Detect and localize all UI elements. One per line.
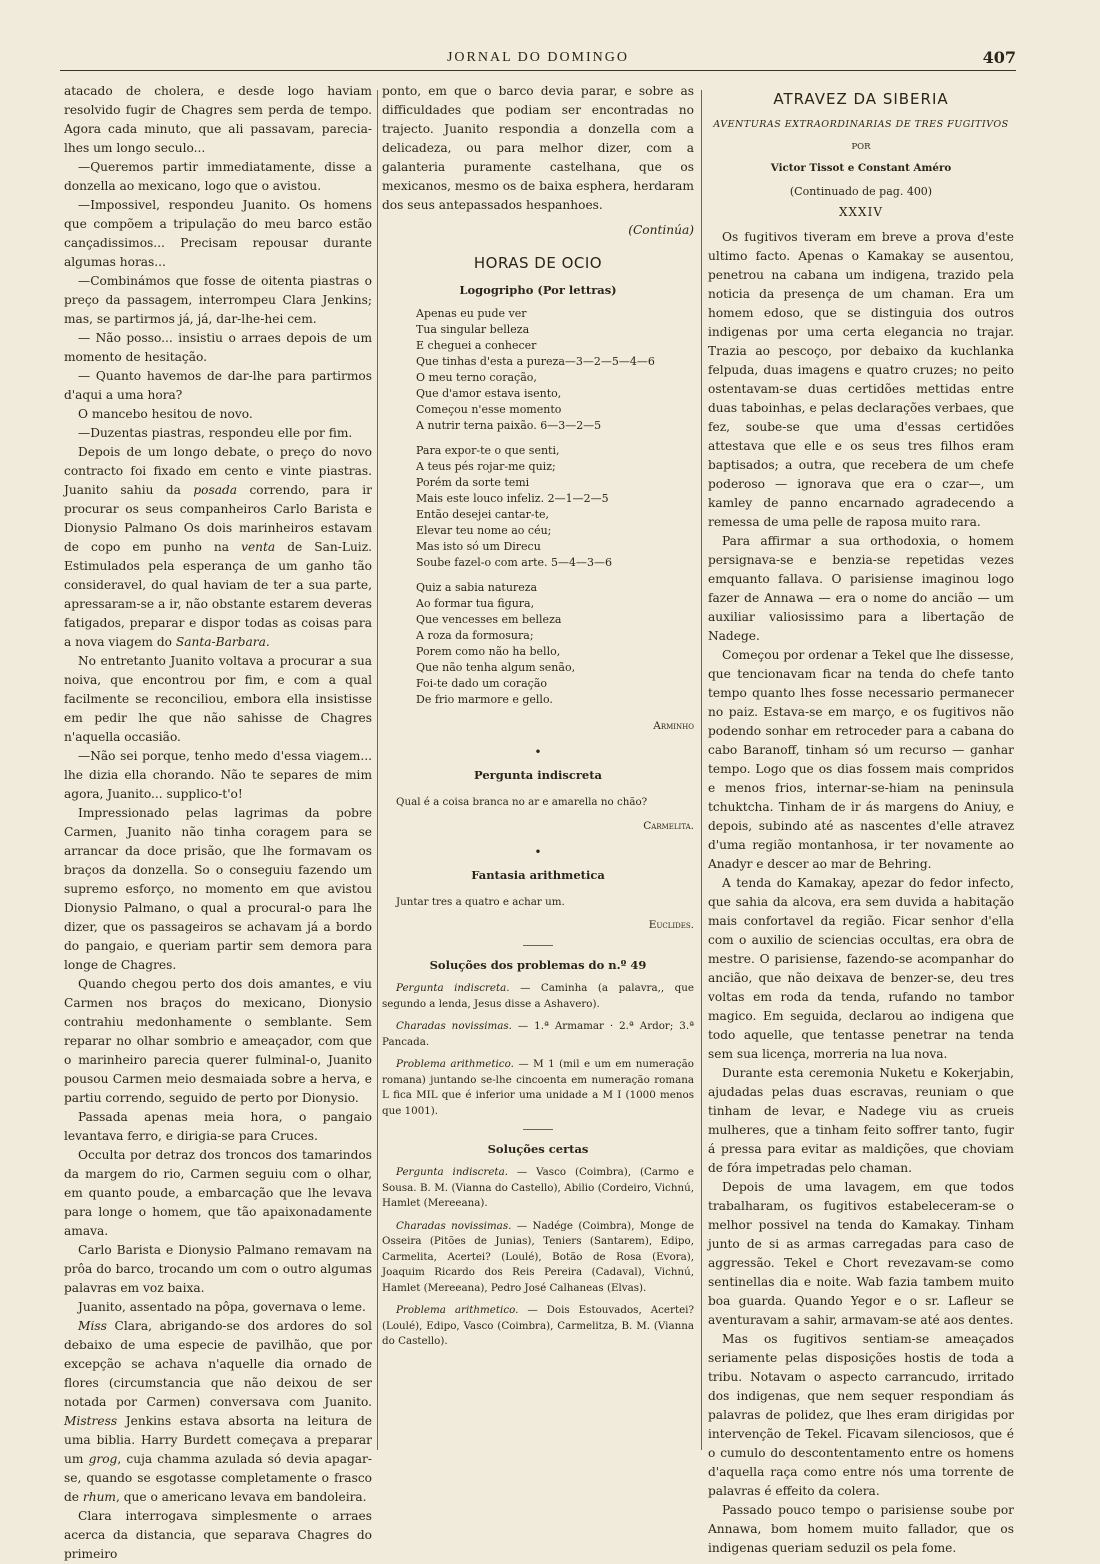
page-header <box>60 48 1016 71</box>
paragraph: —Combinámos que fosse de oitenta piastras o preço da passagem, interrompeu Clara Jenkins; mas, se partirmos já, já, dar-lhe-hei cem. <box>64 274 372 326</box>
solution-item <box>382 981 694 1012</box>
paragraph <box>64 1317 372 1507</box>
solution-item <box>382 1165 694 1212</box>
paragraph: Quando chegou perto dos dois amantes, e viu Carmen nos braços do mexicano, Dionysio contrahiu medonhamente o semblante. Sem reparar no olhar sombrio e ameaçador, com que o marinheiro parecia querer fulminal-o, Juanito pousou Carmen meio desmaiada sobre a herva, e partiu correndo, seguido de perto por Dionysio. <box>64 977 372 1105</box>
paragraph: No entretanto Juanito voltava a procurar a sua noiva, que encontrou por fim, e com a qual facilmente se reconciliou, embora ella insistisse em pedir lhe que não sahisse de Chagres n'aquella occasião. <box>64 654 372 744</box>
text-italic: grog <box>88 1452 118 1466</box>
paragraph: atacado de cholera, e desde logo haviam resolvido fugir de Chagres sem perda de tempo. Agora cada minuto, que ali passavam, parecia-lhes um longo seculo... <box>64 84 372 155</box>
poem-stanza <box>416 306 694 434</box>
text-run: — 1.ª Armamar · 2.ª Ardor; 3.ª Pancada. <box>382 1020 694 1048</box>
paragraph: Mas os fugitivos sentiam-se ameaçados seriamente pelas disposições hostis de toda a tribu. Notavam o aspecto carrancudo, irritado dos indigenas, que nem sequer respondiam ás palavras de polidez, que lhes eram dirigidas por intervenção de Tekel. Ficavam silenciosos, que é o cumulo do descontentamento entre os homens d'aquella raça como entre nós uma torrente de palavras é effeito da colera. <box>708 1332 1014 1498</box>
paragraph: Depois de uma lavagem, em que todos trabalharam, os fugitivos estabeleceram-se o melhor possivel na tenda do Kamakay. Tinham junto de si as armas carregadas para caso de aggressão. Tekel e Chort revezavam-se como sentinellas dia e noite. Wab fazia tambem muito boa guarda. Quando Yegor e o sr. Lafleur se aventuravam a sahir, armavam-se até aos dentes. <box>708 1180 1014 1327</box>
column-right <box>708 82 1014 1558</box>
poem-line: Apenas eu pude ver <box>416 307 527 320</box>
column-divider <box>701 90 702 1450</box>
correct-solutions-list <box>382 1165 694 1350</box>
text-italic: Miss <box>78 1319 107 1333</box>
text-run: — Nadége (Coimbra), Monge de Osseira (Pitões de Junias), Teniers (Santarem), Edipo, Carmelita, Acertei? (Loulé), Botão de Rosa (Evora), Joaquim Ricardo dos Reis Pereira (Cadaval), Vichnú, Hamlet (Mereeana), Pedro José Calhaneas (Elvas). <box>382 1219 694 1294</box>
paragraph: A tenda do Kamakay, apezar do fedor infecto, que sahia da alcova, era sem duvida a habitação mais confortavel da região. Ficar senhor d'ella com o auxilio de sciencias occultas, era obra de mestre. O parisiense, fazendo-se acompanhar do ancião, que não deixava de benzer-se, deu tres voltas em roda da tenda, rufando no tambor magico. Em seguida, declarou ao indigena que todo aquelle, que tentasse penetrar na tenda sem sua licença, morreria na lua nova. <box>708 876 1014 1061</box>
text-italic: Pergunta indiscreta. <box>396 1166 508 1178</box>
poem-line: E cheguei a conhecer <box>416 339 537 352</box>
poem-line: Que não tenha algum senão, <box>416 661 576 674</box>
solution-item <box>382 1057 694 1119</box>
byline-label: POR <box>851 142 871 152</box>
text-italic: Problema arithmetico. <box>396 1304 519 1316</box>
solutions-title: Soluções certas <box>487 1142 589 1156</box>
paragraph: —Não sei porque, tenho medo d'essa viagem... lhe dizia ella chorando. Não te separes de mim agora, Juanito... supplico-t'o! <box>64 749 372 801</box>
poem-line: Mas isto só um Direcu <box>416 540 541 553</box>
text-italic: Pergunta indiscreta. <box>396 982 510 994</box>
short-rule <box>523 1129 553 1130</box>
article-subtitle: AVENTURAS EXTRAORDINARIAS DE TRES FUGITIVOS <box>713 119 1009 130</box>
paragraph: —Duzentas piastras, respondeu elle por fim. <box>78 426 353 440</box>
column-divider <box>377 90 378 1450</box>
paragraph: Carlo Barista e Dionysio Palmano remavam na prôa do barco, trocando um com o outro algumas palavras em voz baixa. <box>64 1243 372 1295</box>
text-italic: Problema arithmetico. <box>396 1058 514 1070</box>
paragraph: Passada apenas meia hora, o pangaio levantava ferro, e dirigia-se para Cruces. <box>64 1110 372 1143</box>
paragraph: Clara interrogava simplesmente o arraes acerca da distancia, que separava Chagres do primeiro <box>64 1509 372 1561</box>
poem-line: O meu terno coração, <box>416 371 537 384</box>
text-run: — Vasco (Coimbra), (Carmo e Sousa. B. M. (Vianna do Castello), Abilio (Cordeiro, Vichnú, Hamlet (Mereeana). <box>382 1166 694 1209</box>
poem-line: A roza da formosura; <box>416 629 534 642</box>
puzzle-title: Pergunta indiscreta <box>474 768 602 782</box>
poem-line: Foi-te dado um coração <box>416 677 548 690</box>
poem-line: Soube fazel-o com arte. 5—4—3—6 <box>416 556 613 569</box>
signature: Arminho <box>653 720 694 732</box>
paragraph <box>64 443 372 652</box>
paragraph: —Impossivel, respondeu Juanito. Os homens que compõem a tripulação do meu barco estão cançadissimos... Precisam repousar durante algumas horas... <box>64 198 372 269</box>
poem-line: Elevar teu nome ao céu; <box>416 524 552 537</box>
text-run: Depois de um longo debate, o preço do novo contracto foi fixado em cento e vinte piastras. Juanito sahiu da <box>64 445 372 497</box>
puzzle-text: Juntar tres a quatro e achar um. <box>396 895 565 908</box>
poem-stanza <box>416 580 694 708</box>
poem-line: De frio marmore e gello. <box>416 693 553 706</box>
text-italic: Charadas novissimas. <box>396 1020 512 1032</box>
solution-item <box>382 1219 694 1297</box>
paragraph: Para affirmar a sua orthodoxia, o homem persignava-se e benzia-se repetidas vezes emquanto fallava. O parisiense imaginou logo fazer de Annawa — era o nome do ancião — um auxiliar valiosissimo para a libertação de Nadege. <box>708 534 1014 643</box>
poem-line: Que vencesses em belleza <box>416 613 562 626</box>
paragraph: — Não posso... insistiu o arraes depois de um momento de hesitação. <box>64 331 372 364</box>
text-italic: rhum <box>82 1490 116 1504</box>
poem-line: Porém da sorte temi <box>416 476 530 489</box>
poem-line: Que tinhas d'esta a pureza—3—2—5—4—6 <box>416 355 655 368</box>
authors: Victor Tissot e Constant Améro <box>770 162 952 174</box>
solutions-title: Soluções dos problemas do n.º 49 <box>429 958 647 972</box>
text-run: — Caminha (a palavra,, que segundo a lenda, Jesus disse a Ashavero). <box>382 982 694 1010</box>
paragraph: O mancebo hesitou de novo. <box>78 407 253 421</box>
text-italic: Charadas novissimas. <box>396 1219 512 1232</box>
paragraph: Juanito, assentado na pôpa, governava o leme. <box>78 1300 366 1314</box>
text-run: — Dois Estouvados, Acertei? (Loulé), Edipo, Vasco (Coimbra), Carmelitza, B. M. (Vianna do Castello). <box>382 1304 694 1347</box>
continua-note <box>382 221 694 240</box>
section-title: HORAS DE OCIO <box>473 254 603 272</box>
separator-dot: • <box>534 844 542 859</box>
text-run: . <box>265 635 270 649</box>
continued-note: (Continuado de pag. 400) <box>789 185 933 198</box>
column-middle <box>382 82 694 1350</box>
poem-line: Começou n'esse momento <box>416 403 562 416</box>
poem-line: Porem como não ha bello, <box>416 645 561 658</box>
text-run: de San-Luiz. Estimulados pela esperança de um ganho tão consideravel, do qual haviam de ter a sua parte, apressaram-se a ir, não obstante estarem deveras fatigados, preparar e dispor todas as coisas para a nova viagem do <box>64 540 372 649</box>
paragraph: Começou por ordenar a Tekel que lhe dissesse, que tencionavam ficar na tenda do chefe tanto tempo quanto lhes fosse necessario permanecer no paiz. Estava-se em março, e os fugitivos não podendo sonhar em retroceder para a cabana do cabo Baranoff, tinham só um recurso — ganhar tempo. Logo que os dias fossem mais compridos e menos frios, internar-se-hiam na peninsula tchuktcha. Tinham de ir ás margens do Aniuy, e depois, subindo até as nascentes d'elle atravez d'uma região montanhosa, ir ter novamente ao Anadyr e descer ao mar de Behring. <box>708 648 1014 871</box>
paragraph: Passado pouco tempo o parisiense soube por Annawa, bom homem muito fallador, que os indigenas queriam seduzil os pela fome. <box>708 1503 1014 1555</box>
text-italic: Santa-Barbara <box>175 635 266 649</box>
chapter-number: XXXIV <box>838 205 884 219</box>
poem-line: Para expor-te o que senti, <box>416 444 560 457</box>
text-run: , cuja chamma azulada só devia apagar-se, quando se esgotasse completamente o frasco de <box>64 1452 373 1504</box>
paragraph: Occulta por detraz dos troncos dos tamarindos da margem do rio, Carmen seguiu com o olhar, em quanto poude, a embarcação que lhe levava para longe o homem, que tão apaixonadamente amava. <box>64 1148 372 1238</box>
paragraph: —Queremos partir immediatamente, disse a donzella ao mexicano, logo que o avistou. <box>64 160 372 193</box>
poem-line: Ao formar tua figura, <box>416 597 535 610</box>
text-italic: Mistress <box>64 1414 118 1428</box>
paragraph: Durante esta ceremonia Nuketu e Kokerjabin, ajudadas pelas duas escravas, reuniam o que tinham de levar, e Nadege viu as crueis mulheres, que a tinham feito soffrer tanto, fugir á pressa para evitar as maldições, que choviam de fóra impetradas pelo chaman. <box>708 1066 1014 1175</box>
text-italic: venta <box>241 540 276 554</box>
paragraph: — Quanto havemos de dar-lhe para partirmos d'aqui a uma hora? <box>64 369 372 402</box>
solutions-list <box>382 981 694 1119</box>
separator-dot: • <box>534 745 542 759</box>
text-run: — M 1 (mil e um em numeração romana) juntando se-lhe cincoenta em numeração romana L fica MIL que é inferior uma unidade a M I (1000 menos que 1001). <box>382 1058 694 1117</box>
paragraph: Os fugitivos tiveram em breve a prova d'este ultimo facto. Apenas o Kamakay se ausentou, penetrou na cabana um indigena, trazido pela noticia da presença de um chaman. Era um homem edoso, que se distinguia dos outros indigenas por uma certa elegancia no trajar. Trazia ao pescoço, por debaixo da kuchlanka felpuda, duas imagens e quatro cruzes; no peito ostentavam-se duas certidões mettidas entre duas taboinhas, e pelas declarações verbaes, que fez, soube-se que uma d'essas certidões attestava que elle e os seus tres filhos eram baptisados; a outra, que recebera de um chefe poderoso — ignorava que era o czar—, um kamley de panno encarnado agradecendo a remessa de uma pelle de raposa muito rara. <box>708 230 1014 529</box>
poem-line: Tua singular belleza <box>416 323 530 336</box>
text-run: Jenkins estava absorta na leitura de uma biblia. Harry Burdett começava a preparar um <box>64 1414 372 1466</box>
poem-line: A teus pés rojar-me quiz; <box>416 460 556 473</box>
poem-line: Quiz a sabia natureza <box>416 581 538 594</box>
page-number: 407 <box>982 48 1016 67</box>
journal-title: JORNAL DO DOMINGO <box>446 50 630 65</box>
poem-line: Que d'amor estava isento, <box>416 387 562 400</box>
text-run: , que o americano levava em bandoleira. <box>115 1490 367 1504</box>
signature: Carmelita. <box>643 819 694 832</box>
article-title: ATRAVEZ DA SIBERIA <box>773 90 949 108</box>
poem-line: A nutrir terna paixão. 6—3—2—5 <box>416 419 602 432</box>
text-italic: (Continúa) <box>628 223 694 237</box>
text-run: correndo, para ir procurar os seus companheiros Carlo Barista e Dionysio Palmano Os dois marinheiros estavam de copo em punho na <box>64 483 372 554</box>
poem-line: Então desejei cantar-te, <box>416 508 550 521</box>
text-italic: posada <box>193 483 238 497</box>
puzzle-title: Logogripho (Por lettras) <box>459 283 617 297</box>
puzzle-title: Fantasia arithmetica <box>471 867 605 882</box>
text-run: Clara, abrigando-se dos ardores do sol debaixo de uma especie de pavilhão, que por excepção se achava n'aquelle dia ornado de flores (circumstancia que não deixou de ser notada por Carmen) conversava com Juanito. <box>64 1319 372 1409</box>
signature: Euclides. <box>648 919 694 931</box>
solution-item <box>382 1019 694 1050</box>
solution-item <box>382 1303 694 1350</box>
paragraph: ponto, em que o barco devia parar, e sobre as difficuldades que podiam ser encontradas no trajecto. Juanito respondia a donzella com a delicadeza, ou para melhor dizer, com a galanteria puramente castelhana, que os mexicanos, mesmo os de baixa esphera, herdaram dos seus antepassados hespanhoes. <box>382 84 694 212</box>
short-rule <box>523 945 553 946</box>
poem <box>382 306 694 708</box>
paragraph: Impressionado pelas lagrimas da pobre Carmen, Juanito não tinha coragem para se arrancar da doce prisão, que lhe formavam os braços da donzella. So o conseguiu fazendo um supremo esforço, no momento em que avistou Dionysio Palmano, o qual a procural-o para lhe dizer, que os passageiros se achavam já a bordo do pangaio, e queriam partir sem demora para longe de Chagres. <box>64 806 372 972</box>
poem-stanza <box>416 443 694 571</box>
column-left <box>64 82 372 1564</box>
poem-line: Mais este louco infeliz. 2—1—2—5 <box>416 492 609 505</box>
puzzle-text: Qual é a coisa branca no ar e amarella no chão? <box>396 796 648 808</box>
